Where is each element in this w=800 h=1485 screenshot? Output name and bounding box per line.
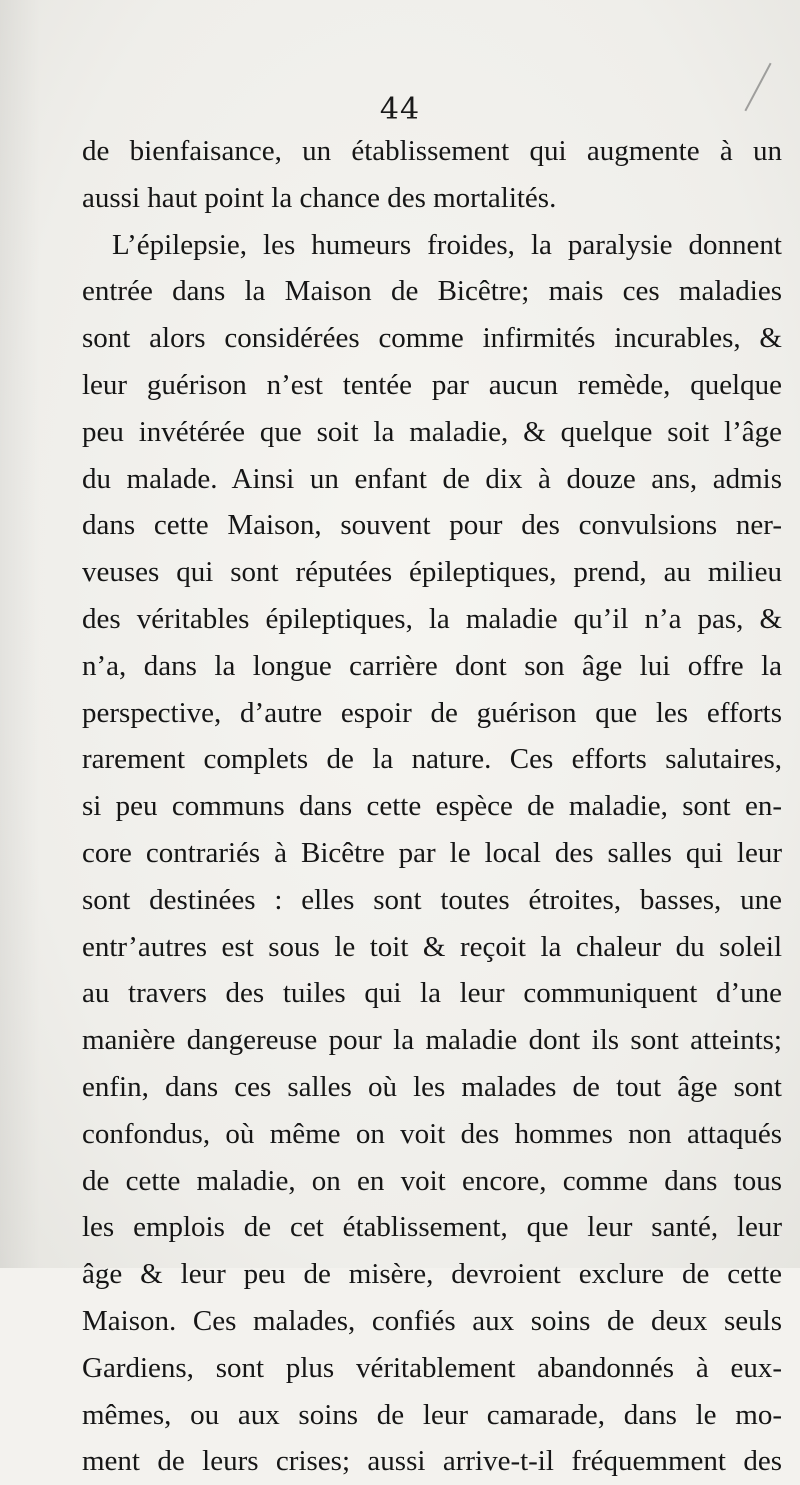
text-line: sont alors considérées comme infirmités incurables, &	[82, 322, 782, 355]
text-line: entr’autres est sous le toit & reçoit la chaleur du soleil	[82, 930, 782, 963]
text-line: âge & leur peu de misère, devroient exclure de cette	[82, 1258, 782, 1291]
text-line: manière dangereuse pour la maladie dont ils sont atteints;	[82, 1024, 782, 1057]
text-line: perspective, d’autre espoir de guérison que les efforts	[82, 696, 782, 729]
text-line: peu invétérée que soit la maladie, & quelque soit l’âge	[82, 415, 782, 448]
text-line: de bienfaisance, un établissement qui augmente à un	[82, 135, 782, 167]
binding-shadow	[0, 0, 40, 1268]
text-line: ment de leurs crises; aussi arrive-t-il fréquemment des	[82, 1445, 782, 1478]
text-line: mêmes, ou aux soins de leur camarade, dans le mo-	[82, 1398, 782, 1431]
text-line: confondus, où même on voit des hommes non attaqués	[82, 1117, 782, 1150]
text-line: L’épilepsie, les humeurs froides, la paralysie donnent	[112, 228, 782, 261]
text-line: les emplois de cet établissement, que leur santé, leur	[82, 1211, 782, 1244]
page-number: 44	[379, 92, 421, 127]
text-line: enfin, dans ces salles où les malades de tout âge sont	[82, 1070, 782, 1103]
text-line: aussi haut point la chance des mortalités.	[82, 181, 557, 214]
text-line: core contrariés à Bicêtre par le local des salles qui leur	[82, 836, 782, 869]
text-line: des véritables épileptiques, la maladie qu’il n’a pas, &	[82, 602, 782, 635]
text-line: entrée dans la Maison de Bicêtre; mais ces maladies	[82, 275, 782, 308]
text-line: Gardiens, sont plus véritablement abandonnés à eux-	[82, 1351, 782, 1384]
text-line: de cette maladie, on en voit encore, comme dans tous	[82, 1164, 782, 1197]
text-line: dans cette Maison, souvent pour des convulsions ner-	[82, 509, 782, 542]
text-line: si peu communs dans cette espèce de maladie, sont en-	[82, 790, 782, 823]
body-text	[82, 128, 782, 1485]
text-line: veuses qui sont réputées épileptiques, prend, au milieu	[82, 556, 782, 589]
text-line: du malade. Ainsi un enfant de dix à douze ans, admis	[82, 462, 782, 495]
text-line: rarement complets de la nature. Ces efforts salutaires,	[82, 743, 782, 776]
text-line: leur guérison n’est tentée par aucun remède, quelque	[82, 368, 782, 401]
text-line: n’a, dans la longue carrière dont son âge lui offre la	[82, 649, 782, 682]
text-line: sont destinées : elles sont toutes étroites, basses, une	[82, 883, 782, 916]
text-line: au travers des tuiles qui la leur communiquent d’une	[82, 977, 782, 1010]
text-line: Maison. Ces malades, confiés aux soins de deux seuls	[82, 1304, 782, 1337]
